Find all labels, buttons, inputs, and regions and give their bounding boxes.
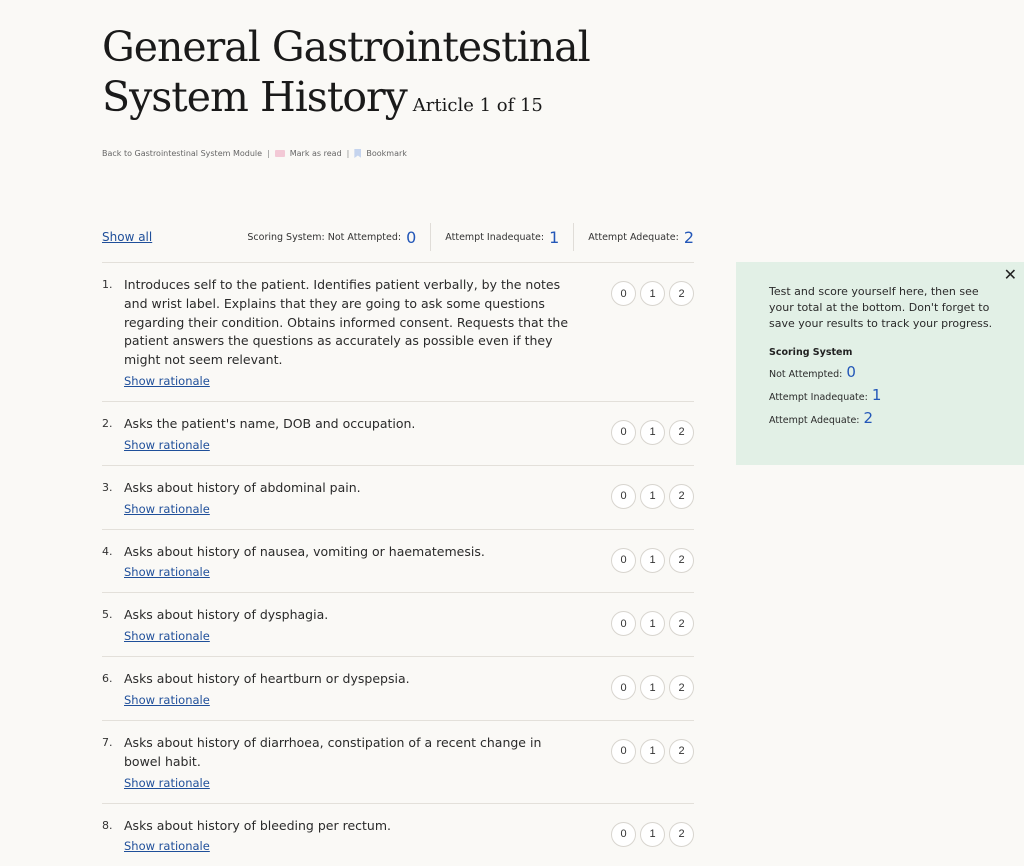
item-text: Asks about history of bleeding per rectum.	[124, 817, 391, 833]
score-buttons	[611, 675, 694, 700]
score-button-1[interactable]: 1	[640, 822, 665, 847]
scoring-info-panel	[736, 262, 1024, 465]
panel-adequate-label: Attempt Adequate:	[769, 415, 860, 426]
item-text: Asks about history of nausea, vomiting or haematemesis.	[124, 543, 485, 559]
panel-title: Scoring System	[769, 347, 853, 358]
score-button-0[interactable]: 0	[611, 548, 636, 573]
item-body	[124, 606, 574, 644]
item-number: 2.	[102, 416, 113, 430]
score-button-2[interactable]: 2	[669, 675, 694, 700]
score-button-0[interactable]: 0	[611, 739, 636, 764]
score-button-1[interactable]: 1	[640, 548, 665, 573]
item-number: 6.	[102, 672, 113, 686]
divider	[573, 223, 574, 251]
adequate-value: 2	[683, 227, 694, 247]
mark-as-read-link[interactable]: Mark as read	[289, 149, 342, 158]
score-button-2[interactable]: 2	[669, 281, 694, 306]
score-button-0[interactable]: 0	[611, 611, 636, 636]
checklist-item	[102, 262, 694, 401]
page-header	[102, 22, 702, 158]
panel-not-attempted-value: 0	[846, 363, 856, 381]
score-button-1[interactable]: 1	[640, 611, 665, 636]
item-body	[124, 276, 574, 389]
score-button-2[interactable]: 2	[669, 611, 694, 636]
score-button-0[interactable]: 0	[611, 281, 636, 306]
item-body	[124, 670, 574, 708]
score-buttons	[611, 484, 694, 509]
item-text: Asks about history of abdominal pain.	[124, 479, 361, 495]
show-rationale-link[interactable]: Show rationale	[124, 373, 210, 388]
score-button-2[interactable]: 2	[669, 822, 694, 847]
scoring-bar	[102, 222, 694, 252]
score-button-2[interactable]: 2	[669, 739, 694, 764]
close-icon[interactable]: ✕	[1003, 265, 1017, 284]
checklist-item	[102, 803, 694, 866]
title-line-2: System History	[102, 73, 407, 121]
item-text: Asks about history of heartburn or dyspepsia.	[124, 671, 410, 687]
inadequate-value: 1	[549, 227, 560, 247]
show-rationale-link[interactable]: Show rationale	[124, 437, 210, 452]
score-button-1[interactable]: 1	[640, 420, 665, 445]
score-button-0[interactable]: 0	[611, 484, 636, 509]
show-rationale-link[interactable]: Show rationale	[124, 692, 210, 707]
score-button-2[interactable]: 2	[669, 420, 694, 445]
article-counter: Article 1 of 15	[412, 95, 543, 116]
item-body	[124, 734, 574, 791]
item-number: 7.	[102, 735, 113, 749]
panel-inadequate	[769, 386, 1004, 404]
show-rationale-link[interactable]: Show rationale	[124, 629, 210, 644]
item-number: 3.	[102, 480, 113, 494]
checklist-item	[102, 656, 694, 720]
score-buttons	[611, 822, 694, 847]
item-body	[124, 817, 574, 855]
item-text: Asks the patient's name, DOB and occupation.	[124, 415, 416, 431]
show-all-link[interactable]: Show all	[102, 230, 153, 244]
item-text: Asks about history of dysphagia.	[124, 607, 329, 623]
checklist-item	[102, 529, 694, 593]
not-attempted-value: 0	[406, 227, 417, 247]
breadcrumb	[102, 149, 702, 158]
checklist	[102, 262, 694, 866]
score-button-1[interactable]: 1	[640, 739, 665, 764]
scoring-label: Scoring System:	[247, 231, 325, 243]
separator: |	[346, 149, 350, 158]
show-rationale-link[interactable]: Show rationale	[124, 565, 210, 580]
item-text: Introduces self to the patient. Identifies patient verbally, by the notes and wrist label. Explains that they are going to ask some questions regarding their condition. Obtains informed consent. Requests that the patient answers the questions as accurately as possible even if they might not seem relevant.	[124, 277, 569, 368]
show-rationale-link[interactable]: Show rationale	[124, 501, 210, 516]
panel-not-attempted-label: Not Attempted:	[769, 369, 843, 380]
score-button-1[interactable]: 1	[640, 281, 665, 306]
score-button-2[interactable]: 2	[669, 484, 694, 509]
checklist-item	[102, 720, 694, 803]
score-button-0[interactable]: 0	[611, 420, 636, 445]
show-rationale-link[interactable]: Show rationale	[124, 839, 210, 854]
item-body	[124, 479, 574, 517]
show-rationale-link[interactable]: Show rationale	[124, 775, 210, 790]
panel-inadequate-value: 1	[871, 386, 882, 404]
item-body	[124, 543, 574, 581]
score-button-0[interactable]: 0	[611, 675, 636, 700]
not-attempted-label: Not Attempted:	[327, 231, 402, 243]
item-number: 8.	[102, 818, 113, 832]
adequate-label: Attempt Adequate:	[588, 231, 679, 243]
score-buttons	[611, 420, 694, 445]
separator: |	[267, 149, 270, 158]
back-to-module-link[interactable]: Back to Gastrointestinal System Module	[102, 149, 263, 158]
divider	[430, 223, 431, 251]
panel-inadequate-label: Attempt Inadequate:	[769, 392, 868, 403]
item-number: 1.	[102, 278, 113, 291]
item-text: Asks about history of diarrhoea, constipation of a recent change in bowel habit.	[124, 734, 542, 769]
score-button-0[interactable]: 0	[611, 822, 636, 847]
title-line-1: General Gastrointestinal	[102, 23, 590, 71]
item-number: 4.	[102, 544, 113, 558]
page-title	[102, 22, 702, 131]
bookmark-link[interactable]: Bookmark	[366, 149, 407, 158]
score-button-1[interactable]: 1	[640, 484, 665, 509]
checklist-item	[102, 401, 694, 465]
inadequate-label: Attempt Inadequate:	[445, 231, 545, 243]
panel-adequate-value: 2	[863, 409, 874, 427]
mark-read-icon	[275, 150, 285, 157]
panel-intro: Test and score yourself here, then see your total at the bottom. Don't forget to save your results to track your progress.	[769, 285, 993, 330]
scoring-legend	[247, 223, 694, 251]
score-buttons	[611, 611, 694, 636]
bookmark-icon	[354, 149, 361, 158]
panel-adequate	[769, 409, 1004, 427]
panel-not-attempted	[769, 363, 1004, 381]
score-button-1[interactable]: 1	[640, 675, 665, 700]
score-button-2[interactable]: 2	[669, 548, 694, 573]
checklist-item	[102, 465, 694, 529]
item-body	[124, 415, 574, 453]
checklist-item	[102, 592, 694, 656]
item-number: 5.	[102, 608, 113, 622]
score-buttons	[611, 739, 694, 764]
score-buttons	[611, 548, 694, 573]
score-buttons	[611, 281, 694, 306]
